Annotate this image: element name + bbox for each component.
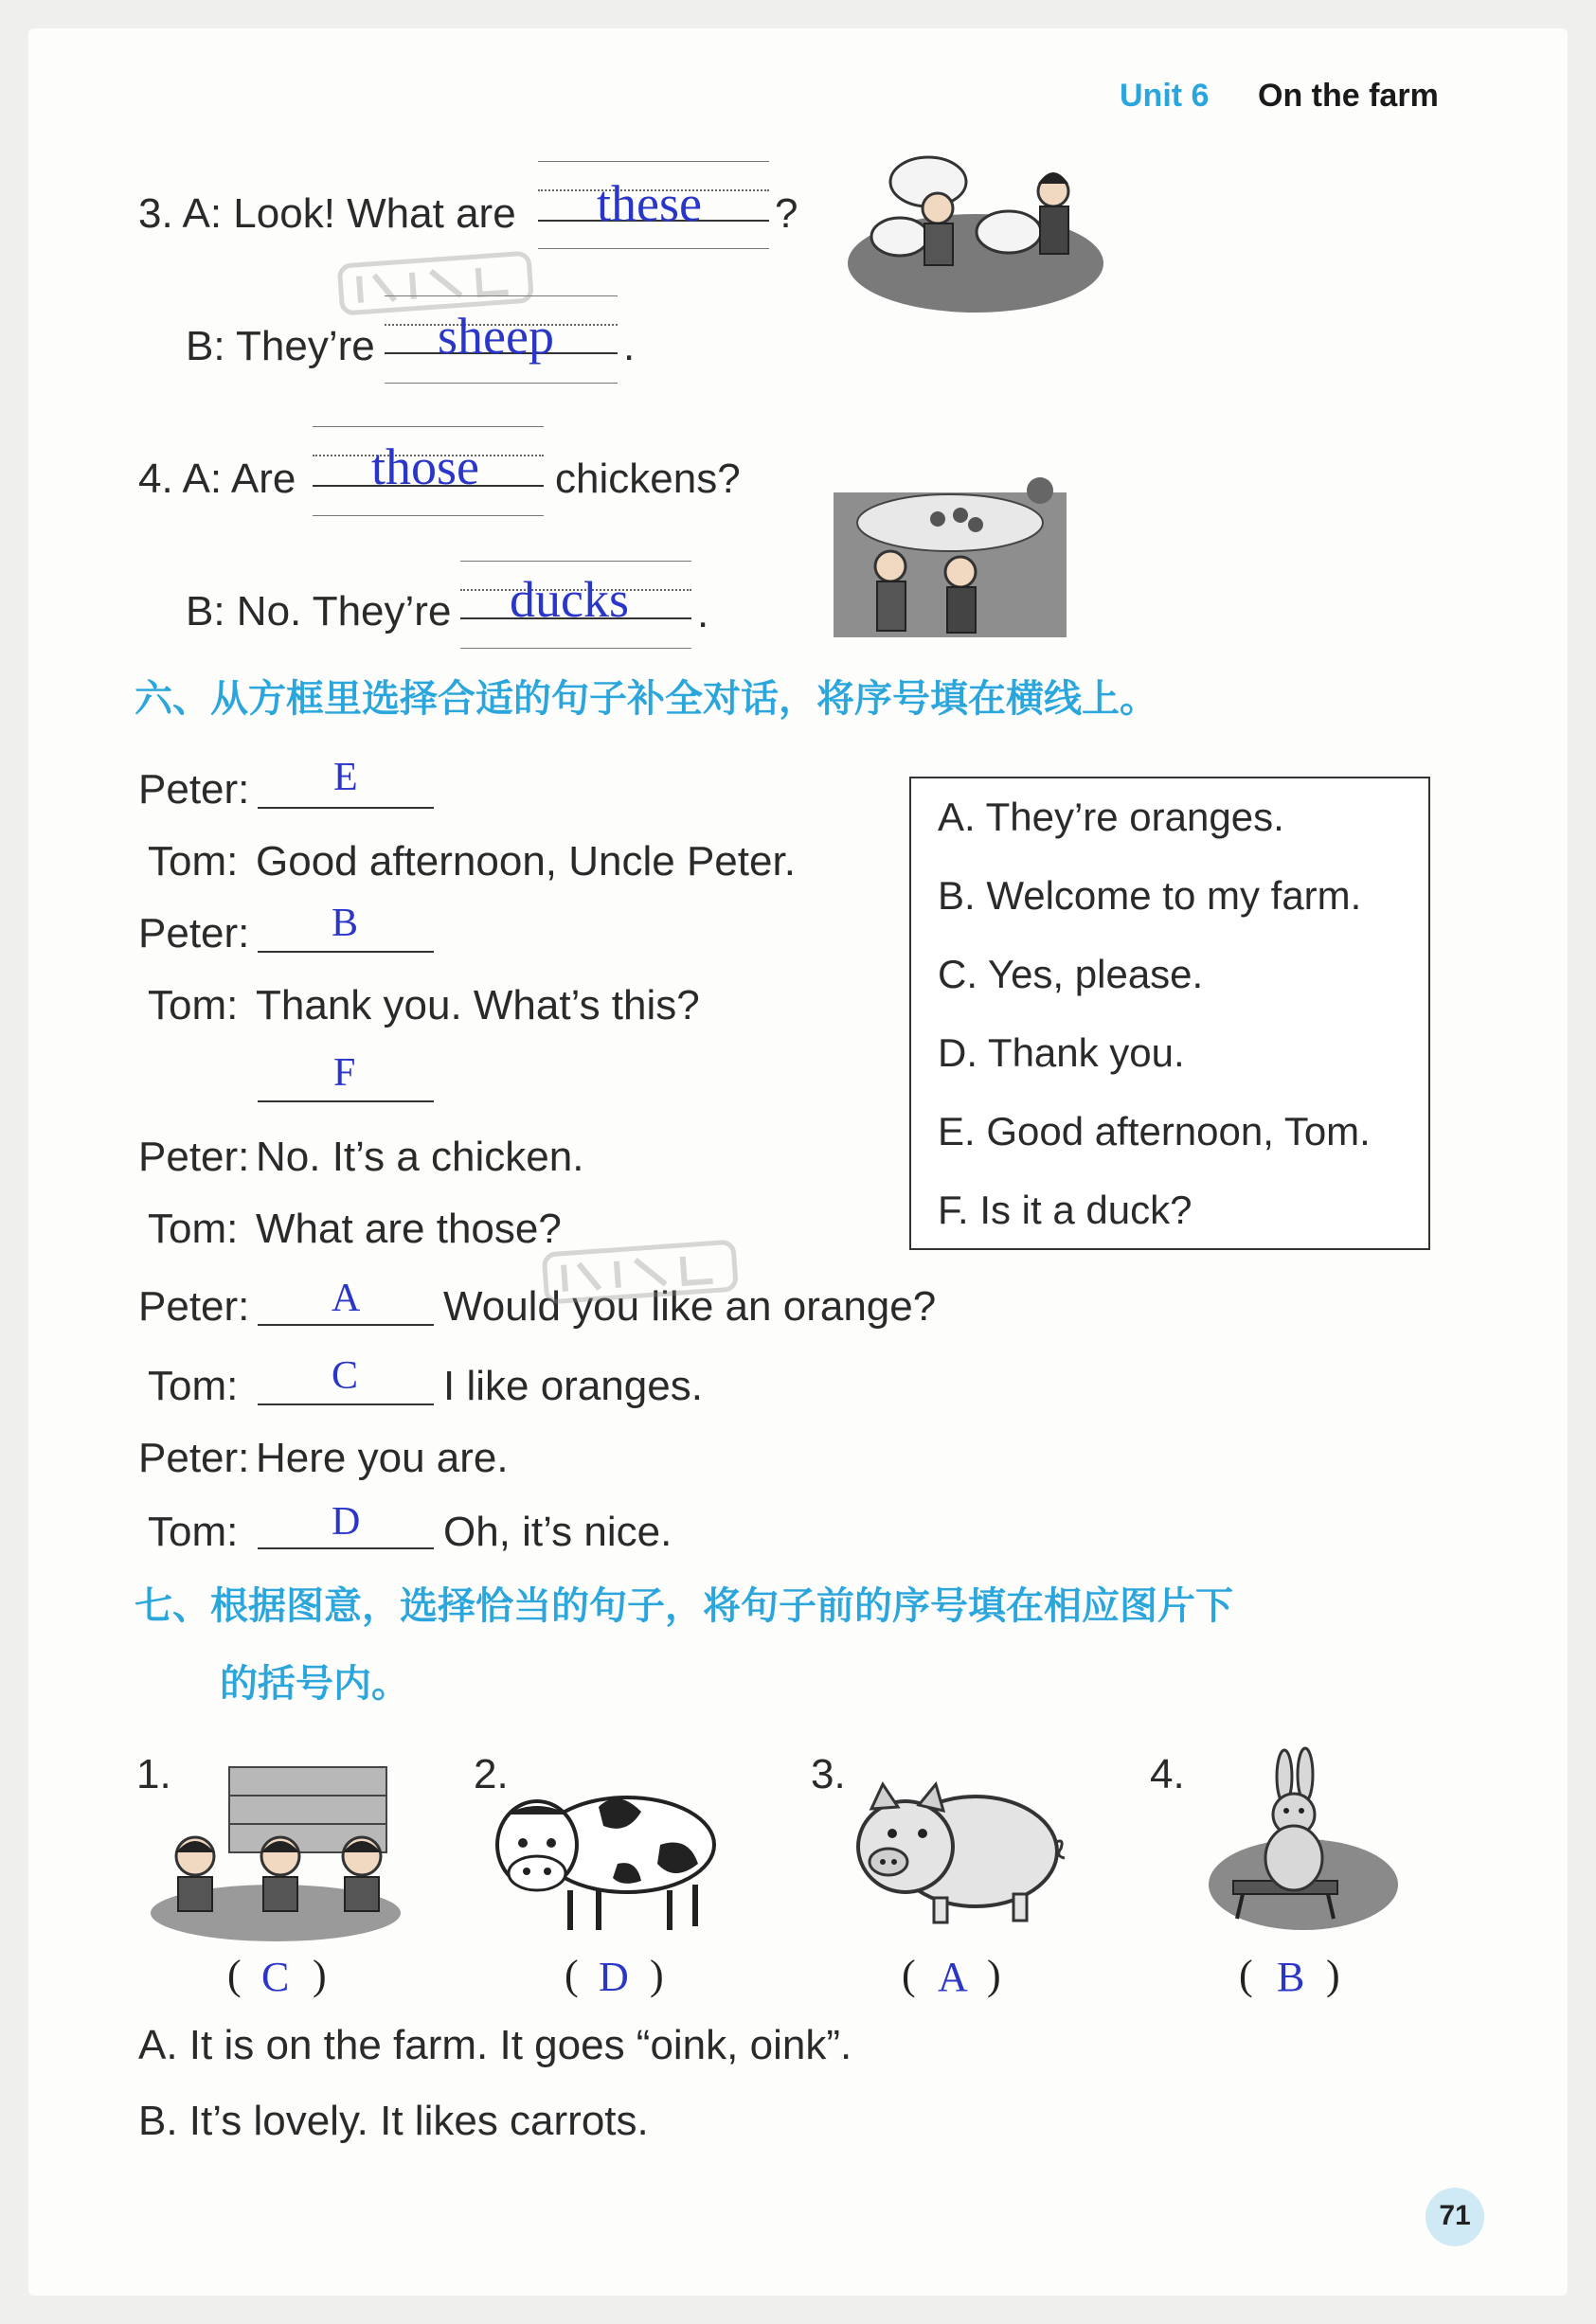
kids-with-sheep-icon [843,142,1127,322]
q3-b-text: B: They’re [186,323,375,369]
writing-line [460,561,691,562]
answer-line [258,1547,434,1549]
dialogue-answer-2[interactable]: B [332,902,359,945]
pig-icon [843,1771,1070,1932]
option-b: B. Welcome to my farm. [938,873,1362,918]
dialogue-text: Oh, it’s nice. [443,1509,672,1555]
q4-a-end: chickens? [555,456,741,502]
option-a: A. They’re oranges. [938,795,1284,839]
unit-label: Unit 6 [1120,78,1210,114]
bracket-close: ) [650,1952,664,1998]
watermark-logo [335,245,539,328]
answer-line [258,1403,434,1405]
q4-a-text: 4. A: Are [138,456,296,502]
speaker-label: Peter: [138,1283,250,1330]
bracket-open: ( [1239,1952,1253,1998]
writing-line [385,383,618,384]
bracket-open: ( [902,1952,916,1998]
bracket-open: ( [565,1952,579,1998]
dialogue-answer-1[interactable]: E [333,756,358,799]
unit-title: On the farm [1258,78,1439,114]
q4-a-answer[interactable]: those [371,438,479,495]
bracket-close: ) [1326,1952,1340,1998]
dialogue-answer-3[interactable]: F [333,1051,356,1095]
dialogue-text: No. It’s a chicken. [256,1134,584,1180]
dialogue-answer-5[interactable]: C [332,1354,359,1398]
dialogue-answer-6[interactable]: D [332,1500,361,1544]
q4-b-text: B: No. They’re [186,588,452,635]
dialogue-answer-4[interactable]: A [332,1277,361,1320]
option-d: D. Thank you. [938,1030,1185,1075]
bracket-close: ) [313,1952,327,1998]
q3-b-end: . [623,323,636,369]
picture-1-answer[interactable]: C [261,1954,290,2000]
picture-number: 4. [1150,1751,1185,1797]
writing-line [313,515,544,516]
page-number: 71 [1439,2200,1471,2231]
option-f: F. Is it a duck? [938,1188,1193,1232]
sentence-b: B. It’s lovely. It likes carrots. [138,2098,649,2144]
q4-b-answer[interactable]: ducks [510,571,629,628]
picture-number: 3. [811,1751,846,1797]
picture-4-answer[interactable]: B [1277,1954,1305,2000]
answer-line [258,1100,434,1102]
writing-line [538,248,769,249]
picture-number: 1. [136,1751,171,1797]
cow-icon [485,1769,731,1940]
dialogue-text: I like oranges. [443,1363,703,1409]
writing-line [313,426,544,427]
picture-number: 2. [474,1751,509,1797]
kids-by-pond-icon [832,474,1068,639]
q3-b-answer[interactable]: sheep [438,308,554,365]
speaker-label: Tom: [148,982,239,1028]
answer-line [258,951,434,953]
section-7-title-line-1: 七、根据图意，选择恰当的句子，将句子前的序号填在相应图片下 [134,1584,1233,1628]
speaker-label: Tom: [148,1206,239,1252]
option-e: E. Good afternoon, Tom. [938,1109,1371,1153]
speaker-label: Peter: [138,1435,250,1481]
speaker-label: Peter: [138,1134,250,1180]
dialogue-text: Here you are. [256,1435,509,1481]
children-reading-icon [148,1761,403,1941]
writing-line [460,648,691,649]
sentence-a: A. It is on the farm. It goes “oink, oink”. [138,2022,852,2068]
options-box [909,777,1430,1250]
speaker-label: Peter: [138,910,250,956]
picture-2-answer[interactable]: D [599,1954,629,2000]
answer-line [258,807,434,809]
speaker-label: Tom: [148,838,239,885]
rabbit-icon [1199,1743,1408,1932]
speaker-label: Tom: [148,1509,239,1555]
q4-b-end: . [697,590,709,636]
option-c: C. Yes, please. [938,952,1204,996]
q3-a-end: ? [775,190,798,237]
bracket-close: ) [987,1952,1001,1998]
answer-line [258,1324,434,1326]
watermark-logo [540,1234,744,1316]
dialogue-text: Would you like an orange? [443,1283,937,1330]
dialogue-text: Thank you. What’s this? [256,982,700,1028]
speaker-label: Tom: [148,1363,239,1409]
section-6-title: 六、从方框里选择合适的句子补全对话，将序号填在横线上。 [134,677,1157,721]
q3-a-answer[interactable]: these [597,175,702,232]
picture-3-answer[interactable]: A [938,1954,968,2000]
writing-line [538,161,769,162]
dialogue-text: What are those? [256,1206,562,1252]
q3-a-text: 3. A: Look! What are [138,190,516,237]
bracket-open: ( [227,1952,242,1998]
section-7-title-line-2: 的括号内。 [220,1662,409,1706]
dialogue-text: Good afternoon, Uncle Peter. [256,838,796,885]
speaker-label: Peter: [138,766,250,813]
